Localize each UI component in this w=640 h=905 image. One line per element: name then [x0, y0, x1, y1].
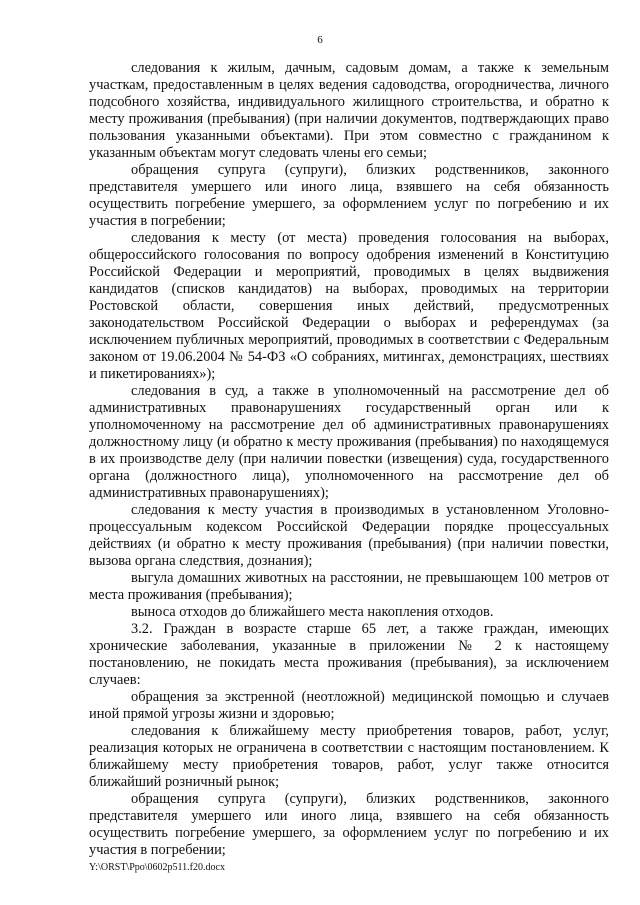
- paragraph: следования к месту участия в производимых в установленном Уголовно-процессуальным кодексом Российской Федерации порядке процессуальных действиях (и обратно к месту проживания (пребывания) (при наличии повестки, вызова органа следствия, дознания);: [89, 502, 609, 569]
- page-number: 6: [317, 34, 323, 46]
- footer-file-path: Y:\ORST\Ppo\0602p511.f20.docx: [89, 862, 225, 873]
- paragraph: обращения супруга (супруги), близких родственников, законного представителя умершего или иного лица, взявшего на себя обязанность осуществить погребение умершего, за оформлением услуг по погребению и их участия в погребении;: [89, 162, 609, 229]
- paragraph: следования к месту (от места) проведения голосования на выборах, общероссийского голосования по вопросу одобрения изменений в Конституцию Российской Федерации и мероприятий, проводимых в целях выдвижения кандидатов (списков кандидатов) на выборах, проводимых на территории Ростовской области, совершения иных действий, предусмотренных законодательством Российской Федерации о выборах и референдумах (за исключением публичных мероприятий, проводимых в соответствии с Федеральным законом от 19.06.2004 № 54-ФЗ «О собраниях, митингах, демонстрациях, шествиях и пикетированиях»);: [89, 230, 609, 382]
- paragraph: следования к жилым, дачным, садовым домам, а также к земельным участкам, предоставленным в целях ведения садоводства, огородничества, личного подсобного хозяйства, индивидуального жилищного строительства, и обратно к месту проживания (пребывания) (при наличии документов, подтверждающих право пользования указанными объектами). При этом совместно с гражданином к указанным объектам могут следовать члены его семьи;: [89, 60, 609, 161]
- paragraph: обращения супруга (супруги), близких родственников, законного представителя умершего или иного лица, взявшего на себя обязанность осуществить погребение умершего, за оформлением услуг по погребению и их участия в погребении;: [89, 791, 609, 858]
- paragraph: выноса отходов до ближайшего места накопления отходов.: [131, 604, 494, 620]
- paragraph: выгула домашних животных на расстоянии, не превышающем 100 метров от места проживания (пребывания);: [89, 570, 609, 603]
- paragraph: следования к ближайшему месту приобретения товаров, работ, услуг, реализация которых не ограничена в соответствии с настоящим постановлением. К ближайшему месту приобретения товаров, работ, услуг также относится ближайший розничный рынок;: [89, 723, 609, 790]
- document-body: [89, 60, 609, 859]
- paragraph: обращения за экстренной (неотложной) медицинской помощью и случаев иной прямой угрозы жизни и здоровью;: [89, 689, 609, 722]
- paragraph: 3.2. Граждан в возрасте старше 65 лет, а также граждан, имеющих хронические заболевания, указанные в приложении № 2 к настоящему постановлению, не покидать места проживания (пребывания), за исключением случаев:: [89, 621, 609, 688]
- paragraph: следования в суд, а также в уполномоченный на рассмотрение дел об административных правонарушениях государственный орган или к уполномоченному на рассмотрение дел об административных правонарушениях должностному лицу (и обратно к месту проживания (пребывания) по находящемуся в их производстве делу (при наличии повестки (извещения) суда, государственного органа (должностного лица), уполномоченного на рассмотрение дел об административных правонарушениях);: [89, 383, 609, 501]
